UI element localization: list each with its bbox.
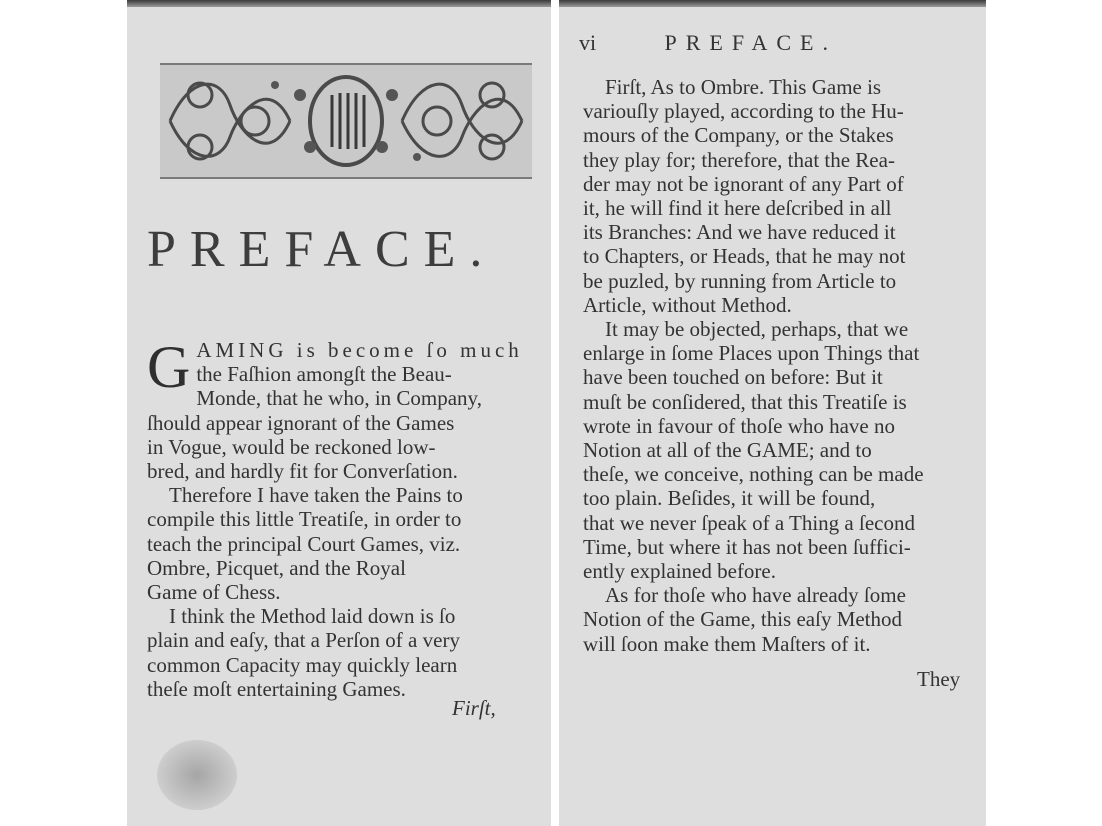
text-line: AMING is become ſo much xyxy=(196,338,523,362)
paragraph xyxy=(147,483,542,604)
catchword: Firſt, xyxy=(452,696,496,720)
text-line: enlarge in ſome Places upon Things that xyxy=(583,341,920,366)
text-line: plain and eaſy, that a Perſon of a very xyxy=(147,628,460,653)
text-line: Notion at all of the GAME; and to xyxy=(583,438,872,463)
text-line: will ſoon make them Maſters of it. xyxy=(583,631,871,656)
text-line: Article, without Method. xyxy=(583,292,792,317)
paragraph xyxy=(147,334,542,484)
text-line: variouſly played, according to the Hu- xyxy=(583,99,904,124)
text-line: muſt be conſidered, that this Treatiſe is xyxy=(583,389,907,414)
text-line: wrote in favour of thoſe who have no xyxy=(583,413,895,438)
text-line: theſe moſt entertaining Games. xyxy=(147,676,406,701)
right-page-body xyxy=(583,75,968,656)
running-head-title: PREFACE. xyxy=(664,30,837,55)
left-page-body xyxy=(147,334,542,701)
text-line: too plain. Beſides, it will be found, xyxy=(583,486,876,511)
page-number: vi xyxy=(579,30,597,55)
text-line: As for thoſe who have already ſome xyxy=(605,583,906,608)
text-line: Ombre, Picquet, and the Royal xyxy=(147,555,406,580)
text-line: ently explained before. xyxy=(583,559,776,584)
text-line: teach the principal Court Games, viz. xyxy=(147,531,461,556)
text-line: Notion of the Game, this eaſy Method xyxy=(583,607,903,632)
running-head xyxy=(579,30,959,56)
text-line: be puzled, by running from Article to xyxy=(583,268,897,293)
page-edge xyxy=(559,0,986,7)
text-line: to Chapters, or Heads, that he may not xyxy=(583,244,906,269)
text-line: its Branches: And we have reduced it xyxy=(583,220,896,245)
text-line: ſhould appear ignorant of the Games xyxy=(147,410,455,435)
page-heading: PREFACE. xyxy=(147,221,497,278)
text-line: Monde, that he who, in Company, xyxy=(196,386,482,411)
text-line: bred, and hardly fit for Converſation. xyxy=(147,459,458,484)
text-line: Game of Chess. xyxy=(147,580,281,605)
text-line: der may not be ignorant of any Part of xyxy=(583,171,904,196)
text-line: mours of the Company, or the Stakes xyxy=(583,123,894,148)
headpiece-ornament xyxy=(160,63,532,179)
page-edge xyxy=(127,0,551,7)
text-line: I think the Method laid down is ſo xyxy=(169,604,456,629)
right-page xyxy=(559,0,986,826)
text-line: Therefore I have taken the Pains to xyxy=(169,483,463,508)
text-line: It may be objected, perhaps, that we xyxy=(605,317,909,342)
text-line: the Faſhion amongſt the Beau- xyxy=(196,362,452,387)
text-line: they play for; therefore, that the Rea- xyxy=(583,147,895,172)
paragraph xyxy=(147,604,542,701)
paper-stain xyxy=(157,740,237,810)
paragraph xyxy=(583,75,968,317)
paragraph xyxy=(583,583,968,656)
text-line: in Vogue, would be reckoned low- xyxy=(147,434,436,459)
text-line: Time, but where it has not been ſuffici- xyxy=(583,534,911,559)
drop-cap: G xyxy=(147,334,191,400)
text-line: compile this little Treatiſe, in order to xyxy=(147,507,462,532)
text-line: Firſt, As to Ombre. This Game is xyxy=(605,75,882,99)
text-line: theſe, we conceive, nothing can be made xyxy=(583,462,924,487)
text-line: that we never ſpeak of a Thing a ſecond xyxy=(583,510,915,535)
catchword: They xyxy=(917,667,961,691)
text-line: common Capacity may quickly learn xyxy=(147,652,458,677)
left-page xyxy=(127,0,551,826)
text-line: it, he will find it here deſcribed in all xyxy=(583,196,892,221)
text-line: have been touched on before: But it xyxy=(583,365,883,390)
paragraph xyxy=(583,317,968,583)
